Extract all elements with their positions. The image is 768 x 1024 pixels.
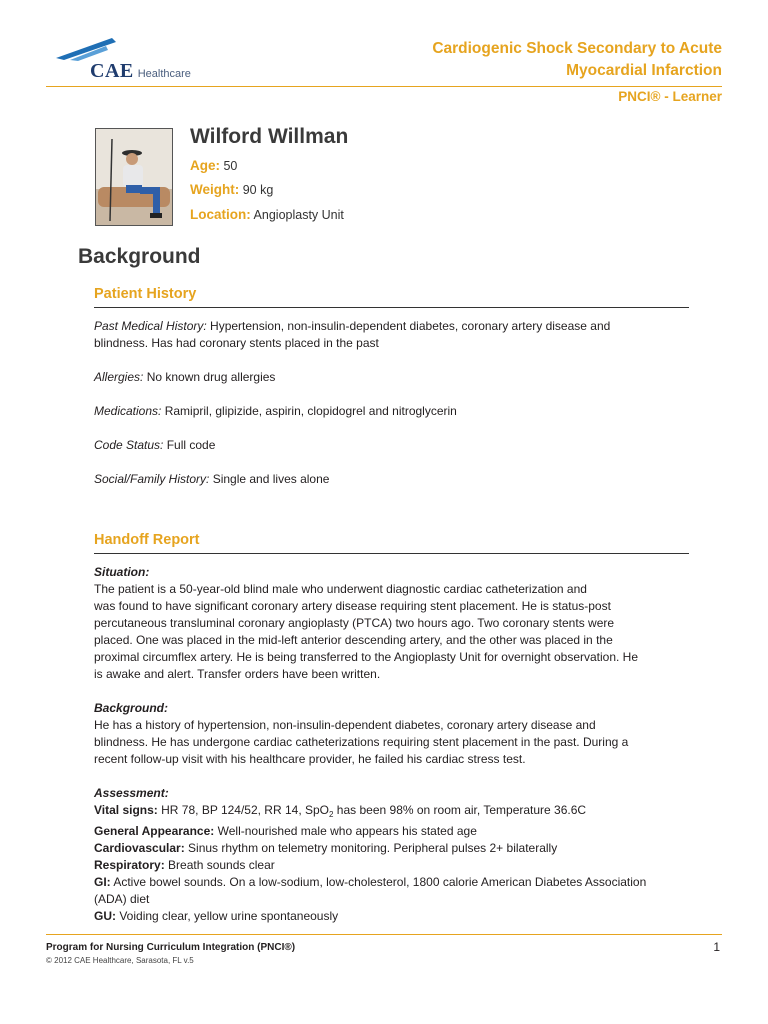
cae-healthcare-logo (50, 36, 210, 84)
situation-line: percutaneous transluminal coronary angioplasty (PTCA) two hours ago. Two coronary stents were (94, 616, 615, 630)
footer-rule (46, 934, 722, 935)
medications-value: Ramipril, glipizide, aspirin, clopidogrel and nitroglycerin (161, 404, 457, 418)
scenario-subtitle: PNCI® - Learner (618, 89, 722, 104)
vitals-value-a: HR 78, BP 124/52, RR 14, SpO (157, 803, 330, 817)
respiratory (94, 857, 694, 874)
background-section (94, 700, 694, 768)
assessment-section (94, 785, 694, 925)
situation-line: The patient is a 50-year-old blind male who underwent diagnostic cardiac catheterization and (94, 582, 587, 596)
background-line: recent follow-up visit with his healthcare provider, he failed his cardiac stress test. (94, 752, 526, 766)
gi-label: GI: (94, 875, 111, 889)
patient-weight (190, 182, 273, 197)
cardio-label: Cardiovascular: (94, 841, 185, 855)
pmh-label: Past Medical History: (94, 319, 207, 333)
code-status-label: Code Status: (94, 438, 164, 452)
general-label: General Appearance: (94, 824, 215, 838)
social-value: Single and lives alone (209, 472, 330, 486)
scenario-title-line1: Cardiogenic Shock Secondary to Acute (432, 40, 722, 57)
allergies-value: No known drug allergies (143, 370, 276, 384)
gi-line1: Active bowel sounds. On a low-sodium, low-cholesterol, 1800 calorie American Diabetes Association (110, 875, 647, 889)
patient-history-rule (94, 307, 689, 308)
situation-line: is awake and alert. Transfer orders have been written. (94, 667, 381, 681)
footer-program: Program for Nursing Curriculum Integration (PNCI®) (46, 942, 296, 953)
pmh-line2: blindness. Has had coronary stents placed in the past (94, 336, 379, 350)
patient-name: Wilford Willman (190, 125, 349, 148)
background-line: He has a history of hypertension, non-insulin-dependent diabetes, coronary artery disease and (94, 718, 596, 732)
patient-photo (95, 128, 173, 226)
past-medical-history (94, 318, 694, 352)
gu-value: Voiding clear, yellow urine spontaneously (116, 909, 339, 923)
gu (94, 908, 694, 925)
handoff-report-rule (94, 553, 689, 554)
weight-label: Weight: (190, 182, 240, 197)
logo-plane-icon (50, 36, 120, 62)
general-value: Well-nourished male who appears his stated age (214, 824, 477, 838)
gi-line2: (ADA) diet (94, 892, 150, 906)
vitals-value-b: has been 98% on room air, Temperature 36.6C (333, 803, 587, 817)
situation-line: was found to have significant coronary artery disease requiring stent placement. He is status-post (94, 599, 611, 613)
situation-section (94, 564, 694, 683)
patient-history-heading: Patient History (94, 286, 197, 302)
vital-signs (94, 802, 694, 823)
situation-line: placed. One was placed in the mid-left anterior descending artery, and the other was placed in the (94, 633, 613, 647)
scenario-title-line2: Myocardial Infarction (566, 62, 722, 79)
vitals-label: Vital signs: (94, 803, 158, 817)
allergies-label: Allergies: (94, 370, 144, 384)
background-line: blindness. He has undergone cardiac catheterizations requiring stent placement in the past. During a (94, 735, 629, 749)
medications (94, 403, 694, 420)
resp-label: Respiratory: (94, 858, 165, 872)
logo-text (90, 60, 191, 83)
logo-cae: CAE (90, 60, 134, 82)
weight-value: 90 kg (242, 183, 274, 197)
cardio-value: Sinus rhythm on telemetry monitoring. Peripheral pulses 2+ bilaterally (184, 841, 558, 855)
patient-age (190, 158, 237, 173)
vitals-subscript: 2 (329, 810, 334, 819)
page-number: 1 (713, 940, 720, 954)
gi (94, 874, 694, 891)
allergies (94, 369, 694, 386)
situation-label: Situation: (94, 565, 150, 579)
assessment-label: Assessment: (94, 786, 169, 800)
scenario-title (322, 38, 722, 82)
header-rule (46, 86, 722, 87)
situation-line: proximal circumflex artery. He is being transferred to the Angioplasty Unit for overnight observation. He (94, 650, 639, 664)
cardiovascular (94, 840, 694, 857)
handoff-report-heading: Handoff Report (94, 532, 200, 548)
code-status (94, 437, 694, 454)
social-family-history (94, 471, 694, 488)
age-value: 50 (223, 159, 238, 173)
pmh-line1: Hypertension, non-insulin-dependent diabetes, coronary artery disease and (206, 319, 611, 333)
location-label: Location: (190, 207, 251, 222)
background-heading: Background (78, 245, 201, 268)
general-appearance (94, 823, 694, 840)
medications-label: Medications: (94, 404, 162, 418)
patient-location (190, 207, 344, 222)
social-label: Social/Family History: (94, 472, 210, 486)
logo-healthcare: Healthcare (137, 68, 191, 80)
footer-copyright: © 2012 CAE Healthcare, Sarasota, FL v.5 (46, 956, 194, 965)
location-value: Angioplasty Unit (253, 208, 344, 222)
background-label: Background: (94, 701, 169, 715)
resp-value: Breath sounds clear (164, 858, 275, 872)
age-label: Age: (190, 158, 220, 173)
gu-label: GU: (94, 909, 116, 923)
code-status-value: Full code (163, 438, 216, 452)
